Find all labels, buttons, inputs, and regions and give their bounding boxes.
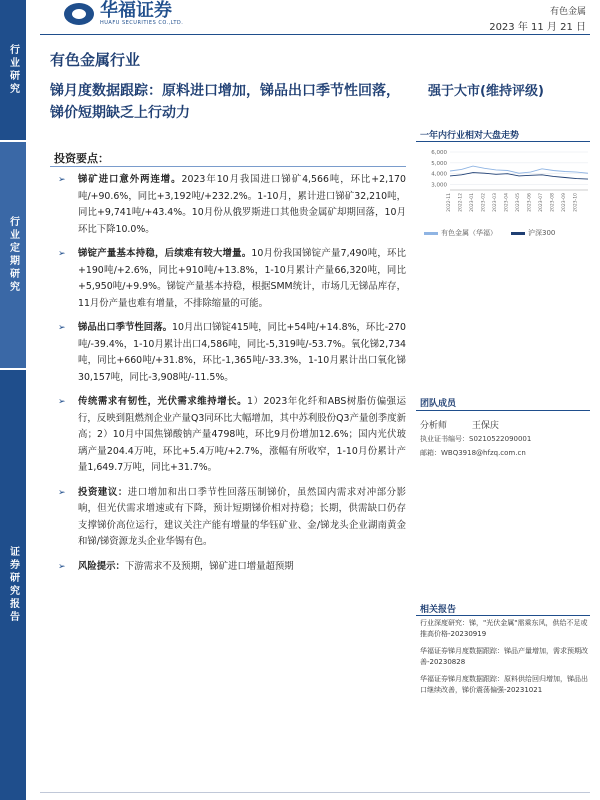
bullet-heading: 锑品出口季节性回落。 bbox=[78, 322, 172, 333]
sidebar-block-industry bbox=[0, 0, 26, 140]
footer-divider bbox=[40, 792, 590, 793]
x-tick-label: 2023-04 bbox=[504, 193, 510, 212]
x-tick-label: 2022-11 bbox=[447, 193, 452, 212]
arrow-bullet-icon: ➢ bbox=[58, 561, 66, 572]
summary-bullet bbox=[54, 394, 406, 477]
bullet-body: 10月出口锑锭415吨，同比+54吨/+14.8%，环比-270吨/-39.4%，1-10月累计出口4,586吨，同比-5,319吨/-53.7%。氧化锑2,734吨，同比+660吨/+31.8%，环比-1,365吨/-33.3%，1-10月累计出口氧化锑30,157吨，同比-3,908吨/-11.5%。 bbox=[78, 322, 406, 383]
bullet-body: 进口增加和出口季节性回落压制锑价，虽然国内需求对冲部分影响，但光伏需求增速或有下降，预计短期锑价相对持稳；长期，供需缺口仍存支撑锑价高位运行，建议关注产能有增量的华钰矿业、金/锑龙头企业湖南黄金和锑/锑资源龙头企业华锡有色。 bbox=[78, 486, 406, 547]
summary-bullet bbox=[54, 246, 406, 312]
sidebar-label-securities-report: 证券研究报告 bbox=[7, 546, 19, 624]
analyst-cert: 执业证书编号：S0210522090001 bbox=[420, 435, 532, 443]
bullet-body: 10月份我国锑锭产量7,490吨，环比+190吨/+2.6%，同比+910吨/+13.8%，1-10月累计产量66,320吨，同比+5,950吨/+9.9%。锑锭产量基本持稳，根据SMM统计，市场几无锑品库存，11月份产量也难有增量，不排除缩量的可能。 bbox=[78, 248, 406, 309]
x-tick-label: 2023-08 bbox=[550, 193, 556, 212]
bullet-body: 2023年10月我国进口锑矿4,566吨，环比+2,170吨/+90.6%，同比+3,192吨/+232.2%。1-10月，累计进口锑矿32,210吨，同比+9,741吨/+43.4%。10月份从俄罗斯进口其他贵金属矿却期回落，10月环比下降10.0%。 bbox=[78, 174, 406, 235]
company-logo bbox=[64, 0, 183, 28]
legend-item bbox=[424, 228, 497, 238]
y-tick-label: 3,000 bbox=[431, 182, 447, 189]
analyst-name: 王保庆 bbox=[471, 421, 499, 431]
summary-bullet bbox=[54, 559, 406, 576]
related-report-item[interactable]: 华福证券锑月度数据跟踪：原料供给回归增加，锑品出口继续改善，锑价震荡偏强-20231021 bbox=[420, 675, 588, 694]
summary-bullets bbox=[54, 172, 406, 583]
x-tick-label: 2023-06 bbox=[527, 193, 533, 212]
summary-divider bbox=[50, 166, 406, 167]
report-title: 锑月度数据跟踪：原料进口增加，锑品出口季节性回落，锑价短期缺乏上行动力 bbox=[50, 83, 400, 121]
related-report-item[interactable]: 行业深度研究：锑，"光伏金属"需乘东风，供给不足或推高价格-20230919 bbox=[420, 619, 588, 638]
legend-label: 有色金属（华福） bbox=[441, 229, 497, 237]
x-tick-label: 2023-02 bbox=[481, 193, 487, 212]
logo-emblem-icon bbox=[64, 3, 94, 25]
logo-name-cn: 华福证券 bbox=[100, 0, 172, 21]
bullet-body: 1）2023年化纤和ABS树脂仿偏强运行，反映到阻燃剂企业产量Q3同环比大幅增加，其中苏利股份Q3产量创季度新高；2）10月中国焦锑酸钠产量4798吨，环比9月份增加12.6%；国内光伏玻璃产量204.4万吨，环比+5.4万吨/+2.7%，涨幅有所收窄，1-10月份累计产量1,649.7万吨，同比+31.7%。 bbox=[78, 396, 406, 473]
bullet-heading: 投资建议： bbox=[78, 486, 128, 498]
y-tick-label: 5,000 bbox=[431, 160, 447, 167]
related-report-item[interactable]: 华福证券锑月度数据跟踪：锑品产量增加，需求预期改善-20230828 bbox=[420, 647, 588, 666]
series-line bbox=[450, 166, 588, 173]
chart-legend bbox=[424, 228, 590, 238]
bullet-body: 下游需求不及预期，锑矿进口增量超预期 bbox=[124, 560, 294, 572]
logo-name-en: HUAFU SECURITIES CO.,LTD. bbox=[100, 20, 184, 26]
summary-bullet bbox=[54, 320, 406, 386]
chart-panel-divider bbox=[416, 141, 590, 142]
summary-header: 投资要点： bbox=[54, 152, 109, 165]
x-tick-label: 2023-07 bbox=[539, 193, 544, 212]
arrow-bullet-icon: ➢ bbox=[58, 397, 66, 407]
y-tick-label: 4,000 bbox=[431, 171, 447, 178]
related-title: 相关报告 bbox=[420, 605, 457, 615]
industry-title: 有色金属行业 bbox=[50, 51, 141, 69]
left-sidebar bbox=[0, 0, 26, 800]
chart-panel-title: 一年内行业相对大盘走势 bbox=[420, 131, 520, 141]
legend-item bbox=[511, 228, 555, 238]
header-divider bbox=[40, 34, 590, 35]
bullet-heading: 传统需求有韧性，光伏需求维持增长。 bbox=[78, 396, 248, 407]
team-title: 团队成员 bbox=[420, 399, 457, 409]
summary-bullet bbox=[54, 172, 406, 238]
sidebar-block-periodic bbox=[0, 142, 26, 368]
sidebar-block-report bbox=[0, 370, 26, 800]
analyst-label: 分析师 bbox=[420, 421, 448, 431]
header-sector: 有色金属 bbox=[549, 7, 586, 17]
x-tick-label: 2023-03 bbox=[493, 193, 498, 212]
legend-swatch bbox=[511, 232, 525, 235]
arrow-bullet-icon: ➢ bbox=[58, 487, 66, 498]
bullet-heading: 锑矿进口意外两连增。 bbox=[78, 174, 182, 185]
bullet-heading: 锑锭产量基本持稳，后续难有较大增量。 bbox=[78, 248, 252, 259]
analyst-email[interactable]: 邮箱：WBQ3918@hfzq.com.cn bbox=[420, 449, 526, 457]
legend-label: 沪深300 bbox=[528, 229, 556, 237]
bullet-heading: 风险提示： bbox=[78, 560, 125, 572]
team-divider bbox=[416, 410, 590, 411]
header-date: 2023 年 11 月 21 日 bbox=[489, 22, 586, 33]
arrow-bullet-icon: ➢ bbox=[58, 175, 66, 185]
x-tick-label: 2022-12 bbox=[458, 193, 464, 212]
related-divider bbox=[416, 615, 590, 616]
rating-label: 强于大市(维持评级) bbox=[428, 84, 544, 99]
sidebar-label-periodic-research: 行业定期研究 bbox=[7, 216, 19, 294]
x-tick-label: 2023-10 bbox=[573, 193, 579, 212]
legend-swatch bbox=[424, 232, 438, 235]
sidebar-label-industry-research: 行业研究 bbox=[7, 44, 19, 96]
x-tick-label: 2023-05 bbox=[516, 193, 521, 212]
arrow-bullet-icon: ➢ bbox=[58, 323, 66, 333]
analyst-row bbox=[420, 418, 499, 431]
x-tick-label: 2023-01 bbox=[470, 193, 475, 212]
x-tick-label: 2023-09 bbox=[562, 193, 567, 212]
y-tick-label: 6,000 bbox=[431, 150, 447, 156]
arrow-bullet-icon: ➢ bbox=[58, 249, 66, 259]
summary-bullet bbox=[54, 485, 406, 551]
